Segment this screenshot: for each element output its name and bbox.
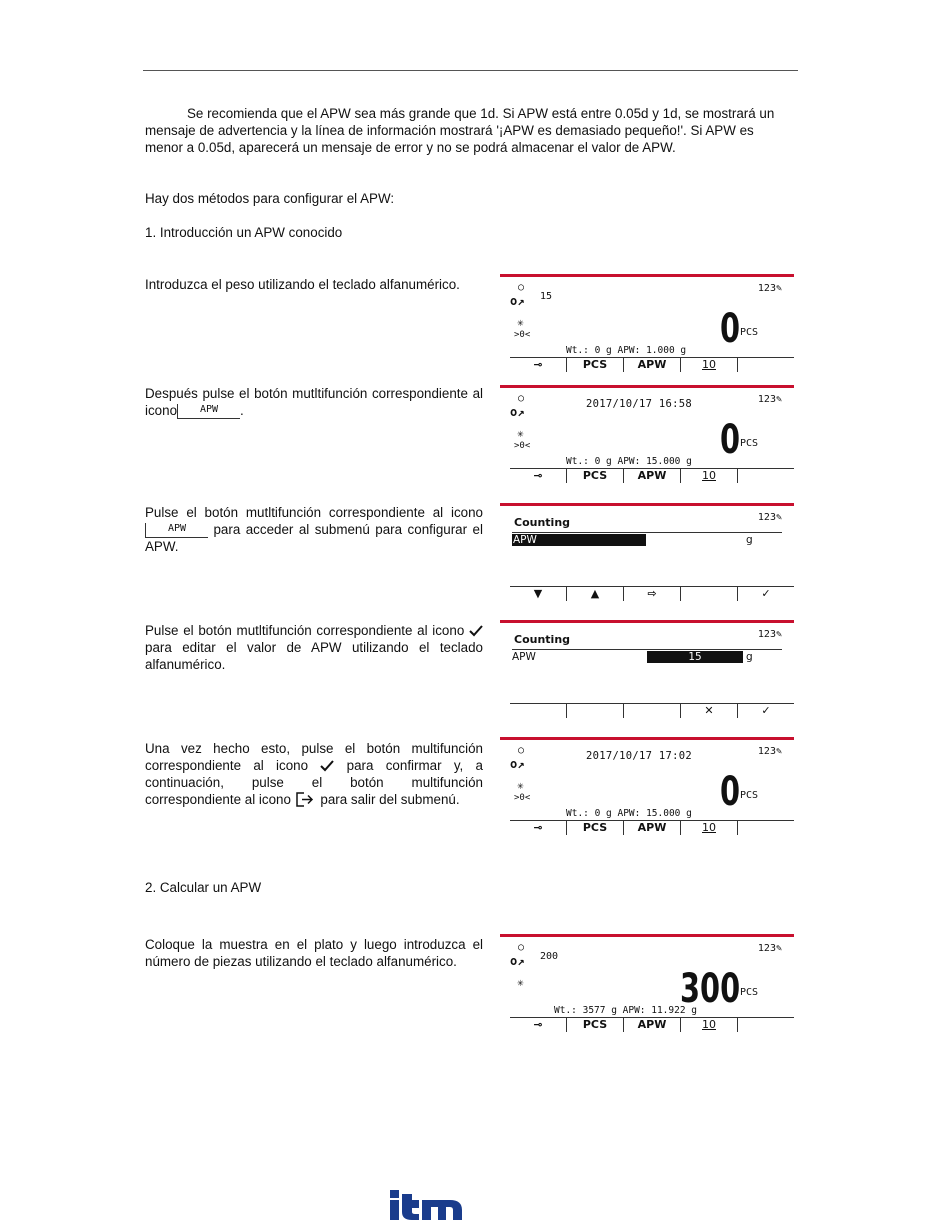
stable-icon: ✳: [517, 976, 524, 989]
softkey-10[interactable]: 10: [681, 821, 738, 835]
softkey-bar: [510, 357, 794, 372]
softkey-wrench[interactable]: ⊸: [510, 821, 567, 835]
softkey-pcs[interactable]: PCS: [567, 1018, 624, 1032]
menu-unit: g: [746, 534, 753, 546]
menu-divider: [512, 532, 782, 533]
info-line: Wt.: 0 g APW: 1.000 g: [566, 345, 687, 356]
header-rule: [143, 70, 798, 71]
screen-3-menu: [500, 503, 794, 601]
zero-icon: >0<: [514, 793, 531, 803]
menu-divider: [512, 649, 782, 650]
screen-5: [500, 737, 794, 835]
screen-datetime: 2017/10/17 17:02: [586, 750, 692, 762]
softkey-bar: [510, 820, 794, 835]
mode-indicator: 123✎: [757, 283, 782, 294]
check-icon: [469, 625, 483, 637]
screen-datetime: 2017/10/17 16:58: [586, 398, 692, 410]
methods-heading: Hay dos métodos para configurar el APW:: [145, 191, 395, 206]
mode-indicator: 123✎: [757, 629, 782, 640]
softkey-blank[interactable]: [624, 704, 681, 718]
zero-icon: >0<: [514, 330, 531, 340]
screen-2: [500, 385, 794, 483]
main-reading: 0: [720, 769, 741, 815]
menu-row-apw: APW: [512, 651, 536, 663]
softkey-blank[interactable]: [738, 358, 794, 372]
menu-title: Counting: [514, 633, 571, 646]
mode-indicator: 123✎: [757, 394, 782, 405]
info-line: Wt.: 0 g APW: 15.000 g: [566, 808, 692, 819]
softkey-10[interactable]: 10: [681, 358, 738, 372]
edit-value[interactable]: 15: [688, 651, 702, 663]
tare-icon: ○: [518, 282, 525, 293]
menu-row-apw[interactable]: APW: [513, 534, 537, 546]
exit-icon: [295, 791, 317, 809]
step-4-text: Pulse el botón mutltifunción correspondiente al icono para editar el valor de APW utilizando el teclado alfanumérico.: [145, 623, 483, 672]
apw-key-icon: APW: [145, 523, 208, 538]
itm-logo: [388, 1186, 466, 1222]
tare-icon: ○: [518, 745, 525, 756]
unit-label: PCS: [740, 987, 759, 998]
apw-key-icon: APW: [177, 404, 240, 419]
wrench-person-icon: o↗: [510, 757, 525, 771]
screen-4-edit: [500, 620, 794, 718]
softkey-blank[interactable]: [738, 1018, 794, 1032]
main-reading: 0: [720, 417, 741, 463]
unit-label: PCS: [740, 438, 759, 449]
softkey-apw[interactable]: APW: [624, 469, 681, 483]
method-1-heading: 1. Introducción un APW conocido: [145, 225, 343, 240]
info-line: Wt.: 3577 g APW: 11.922 g: [554, 1005, 697, 1016]
wrench-person-icon: o↗: [510, 405, 525, 419]
softkey-10[interactable]: 10: [681, 469, 738, 483]
softkey-wrench[interactable]: ⊸: [510, 1018, 567, 1032]
stable-icon: ✳: [517, 427, 524, 440]
screen-topline: 15: [540, 291, 553, 302]
main-reading: 0: [720, 306, 741, 352]
step-5-text: Una vez hecho esto, pulse el botón multifunción correspondiente al icono para confirmar y, a continuación, pulse el botón multifunción correspondiente al icono para salir del submenú.: [145, 740, 483, 809]
softkey-apw[interactable]: APW: [624, 821, 681, 835]
check-icon: [320, 760, 334, 772]
intro-paragraph: Se recomienda que el APW sea más grande que 1d. Si APW está entre 0.05d y 1d, se mostrará un mensaje de advertencia y la línea de información mostrará '¡APW es demasiado pequeño!'. Si APW es menor a 0.05d, aparecerá un mensaje de error y no se podrá almacenar el valor de APW.: [145, 106, 775, 155]
softkey-bar: [510, 703, 794, 718]
softkey-pcs[interactable]: PCS: [567, 358, 624, 372]
wrench-person-icon: o↗: [510, 294, 525, 308]
step-1-text: Introduzca el peso utilizando el teclado alfanumérico.: [145, 277, 460, 292]
step-2-text: Después pulse el botón mutltifunción correspondiente al icono APW .: [145, 386, 483, 418]
softkey-exit[interactable]: ⇨: [624, 587, 681, 601]
mode-indicator: 123✎: [757, 943, 782, 954]
softkey-bar: [510, 586, 794, 601]
screen-6: [500, 934, 794, 1032]
softkey-check[interactable]: ✓: [761, 704, 771, 717]
unit-label: PCS: [740, 790, 759, 801]
mode-indicator: 123✎: [757, 512, 782, 523]
softkey-apw[interactable]: APW: [624, 1018, 681, 1032]
softkey-wrench[interactable]: ⊸: [510, 469, 567, 483]
softkey-check[interactable]: ✓: [761, 587, 771, 600]
tare-icon: ○: [518, 942, 525, 953]
softkey-wrench[interactable]: ⊸: [510, 358, 567, 372]
step-3-text: Pulse el botón mutltifunción correspondiente al icono APW para acceder al submenú para configurar el APW.: [145, 505, 483, 554]
stable-icon: ✳: [517, 316, 524, 329]
method-2-heading: 2. Calcular un APW: [145, 880, 262, 895]
wrench-person-icon: o↗: [510, 954, 525, 968]
info-line: Wt.: 0 g APW: 15.000 g: [566, 456, 692, 467]
screen-1: [500, 274, 794, 372]
mode-indicator: 123✎: [757, 746, 782, 757]
softkey-up[interactable]: ▲: [567, 587, 624, 601]
softkey-bar: [510, 1017, 794, 1032]
unit-label: PCS: [740, 327, 759, 338]
softkey-blank[interactable]: [510, 704, 567, 718]
softkey-pcs[interactable]: PCS: [567, 469, 624, 483]
step-6-text: Coloque la muestra en el plato y luego introduzca el número de piezas utilizando el teclado alfanumérico.: [145, 937, 483, 969]
zero-icon: >0<: [514, 441, 531, 451]
main-reading: 300: [680, 966, 741, 1012]
softkey-10[interactable]: 10: [681, 1018, 738, 1032]
stable-icon: ✳: [517, 779, 524, 792]
softkey-bar: [510, 468, 794, 483]
tare-icon: ○: [518, 393, 525, 404]
menu-unit: g: [746, 651, 753, 663]
menu-title: Counting: [514, 516, 571, 529]
softkey-blank[interactable]: [681, 587, 738, 601]
softkey-blank[interactable]: [738, 821, 794, 835]
softkey-blank[interactable]: [738, 469, 794, 483]
softkey-cancel[interactable]: ✕: [681, 704, 738, 718]
softkey-pcs[interactable]: PCS: [567, 821, 624, 835]
softkey-blank[interactable]: [567, 704, 624, 718]
softkey-down[interactable]: ▼: [510, 587, 567, 601]
softkey-apw[interactable]: APW: [624, 358, 681, 372]
screen-topline: 200: [540, 951, 559, 962]
